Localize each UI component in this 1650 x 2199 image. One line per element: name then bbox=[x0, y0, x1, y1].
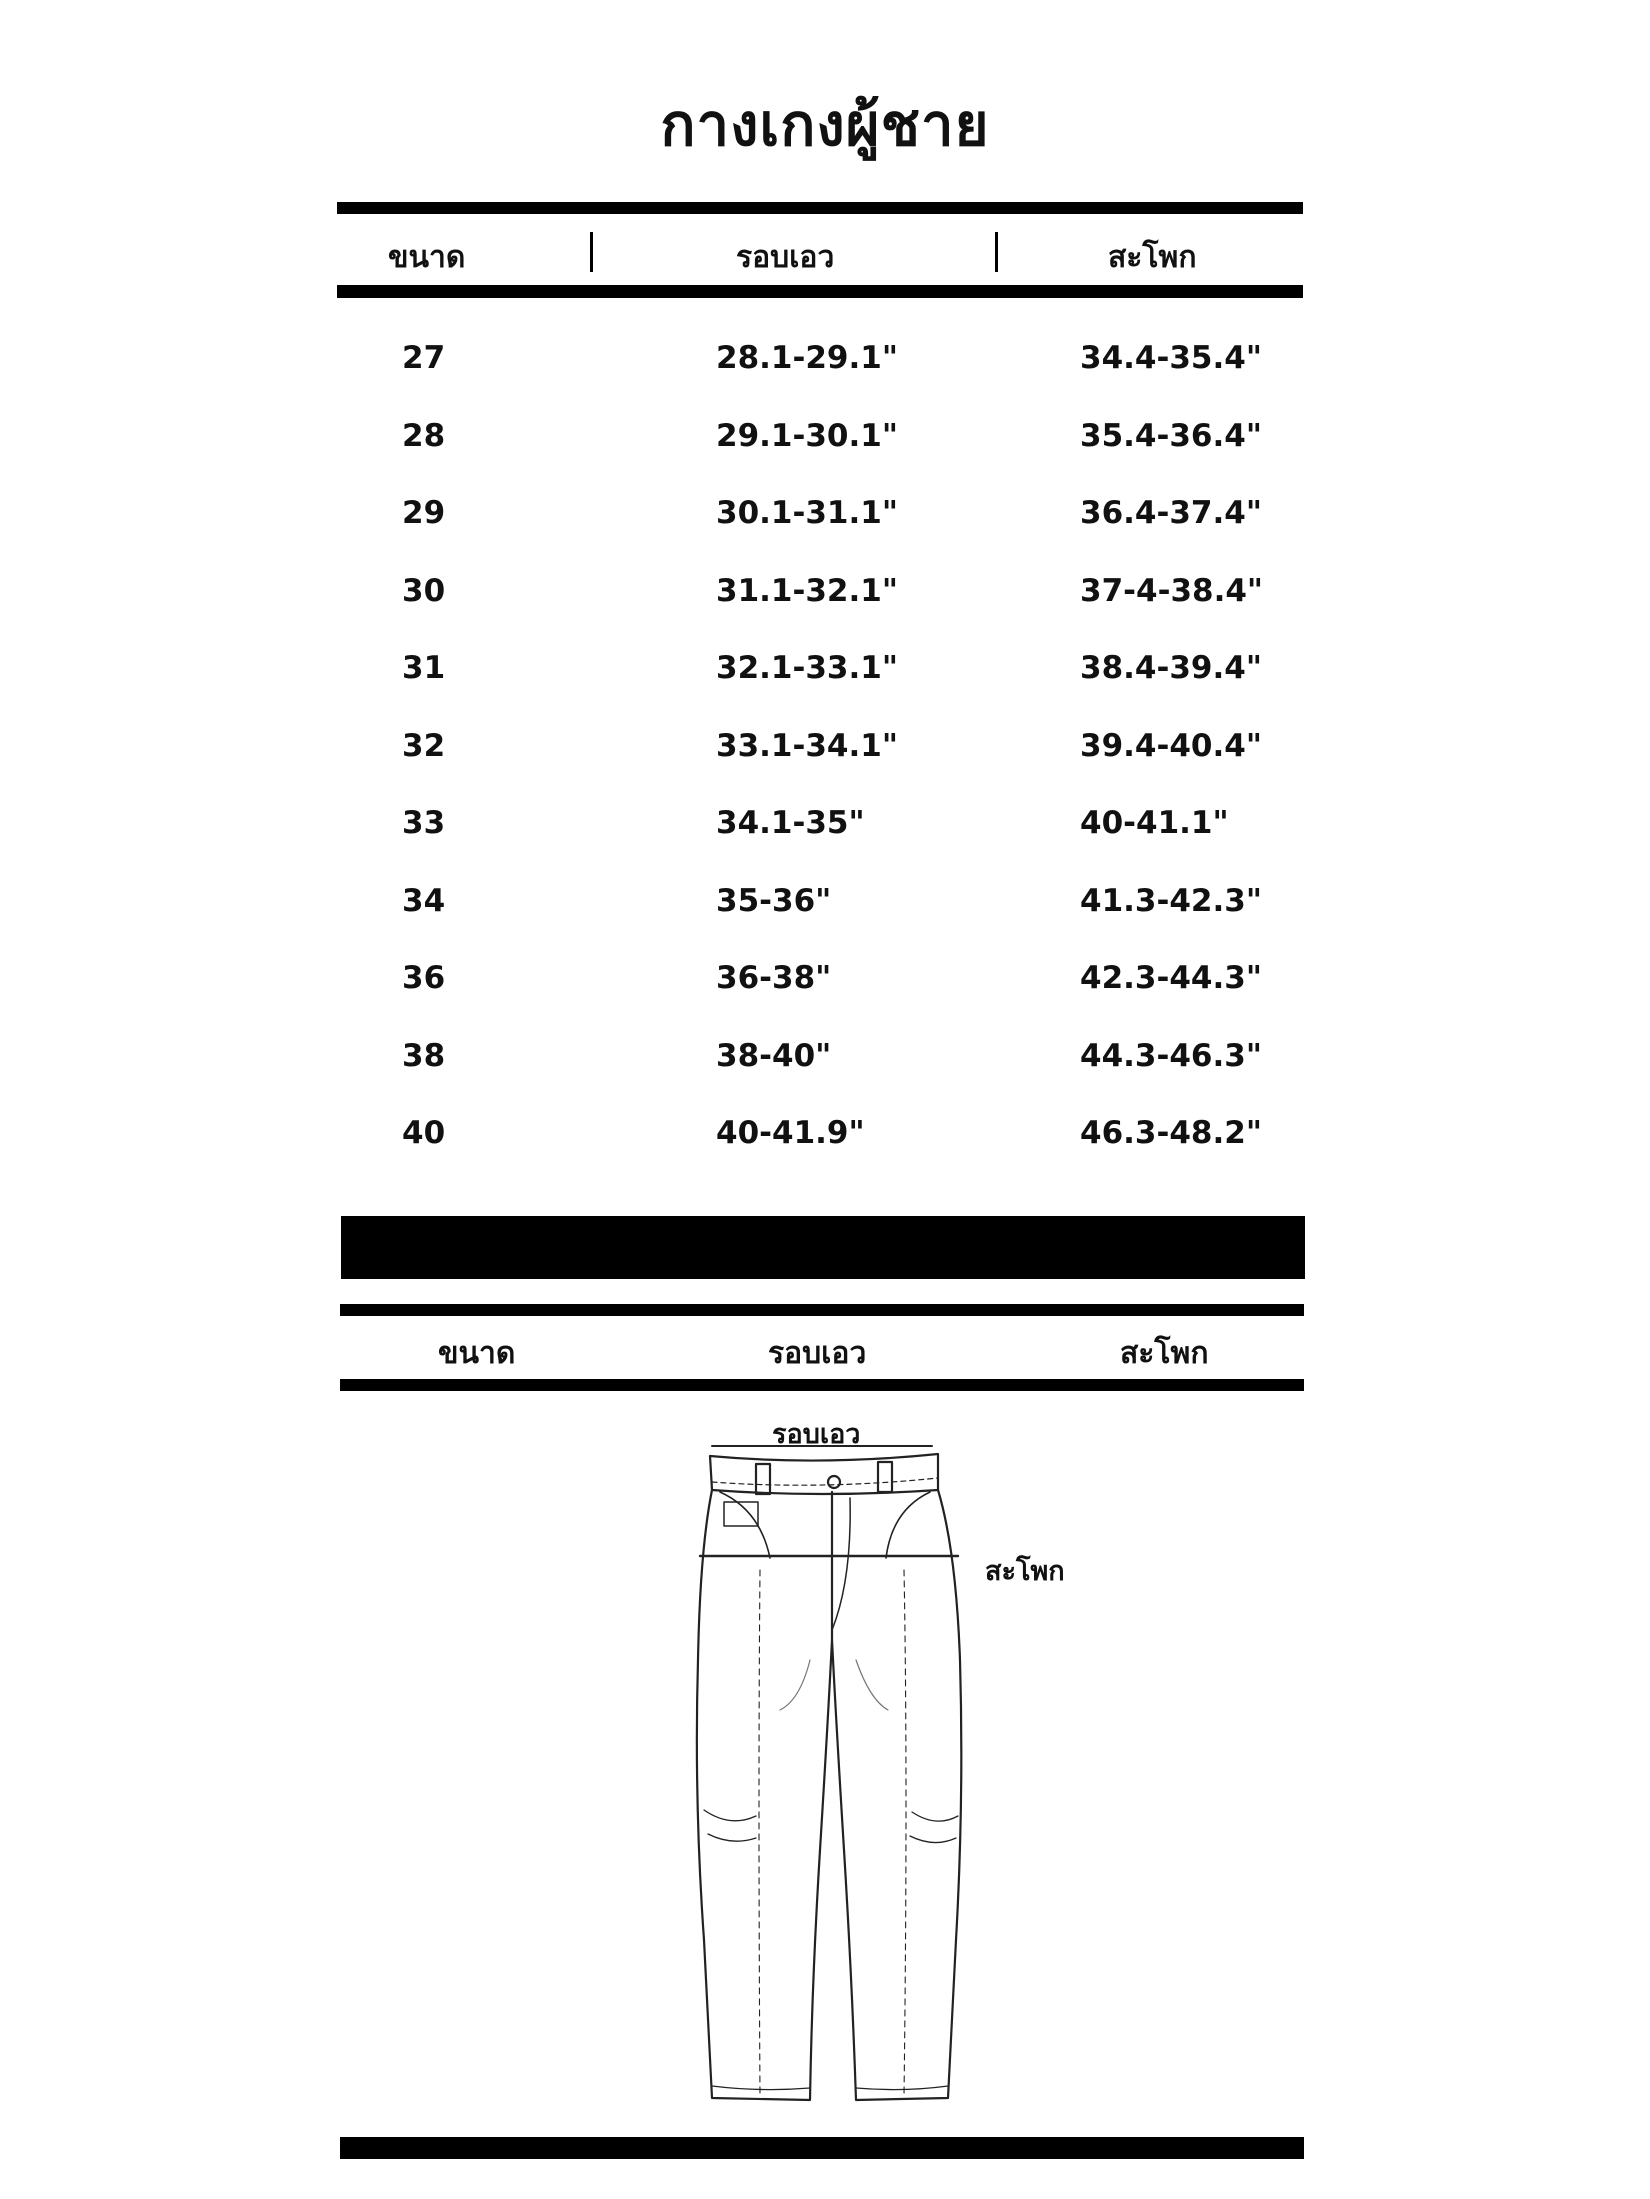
size-cell: 34 bbox=[402, 883, 446, 919]
size-cell: 36 bbox=[402, 960, 446, 996]
header-divider bbox=[590, 232, 593, 272]
waist-label: รอบเอว bbox=[772, 1419, 861, 1450]
header-waist: รอบเอว bbox=[736, 240, 835, 275]
hip-cell: 42.3-44.3" bbox=[1080, 960, 1262, 996]
second-header-top-rule bbox=[340, 1304, 1304, 1316]
size-cell: 40 bbox=[402, 1115, 446, 1151]
size-cell: 32 bbox=[402, 728, 446, 764]
hip-cell: 46.3-48.2" bbox=[1080, 1115, 1262, 1151]
header-hip: สะโพก bbox=[1108, 240, 1197, 275]
section-divider-block bbox=[341, 1216, 1305, 1279]
table-header-rule bbox=[337, 285, 1303, 298]
hip-cell: 44.3-46.3" bbox=[1080, 1038, 1262, 1074]
size-cell: 27 bbox=[402, 340, 446, 376]
waist-cell: 40-41.9" bbox=[716, 1115, 865, 1151]
table-top-rule bbox=[337, 202, 1303, 214]
size-cell: 38 bbox=[402, 1038, 446, 1074]
hip-label: สะโพก bbox=[985, 1556, 1065, 1587]
header-size: ขนาด bbox=[388, 240, 466, 275]
second-header-hip: สะโพก bbox=[1120, 1336, 1209, 1371]
waist-cell: 35-36" bbox=[716, 883, 832, 919]
second-header-waist: รอบเอว bbox=[768, 1336, 867, 1371]
header-divider bbox=[995, 232, 998, 272]
hip-cell: 36.4-37.4" bbox=[1080, 495, 1262, 531]
hip-cell: 41.3-42.3" bbox=[1080, 883, 1262, 919]
page-title: กางเกงผู้ชาย bbox=[660, 91, 990, 159]
waist-cell: 29.1-30.1" bbox=[716, 418, 898, 454]
hip-cell: 34.4-35.4" bbox=[1080, 340, 1262, 376]
bottom-rule bbox=[340, 2137, 1304, 2159]
hip-cell: 35.4-36.4" bbox=[1080, 418, 1262, 454]
second-header-size: ขนาด bbox=[438, 1336, 516, 1371]
waist-cell: 36-38" bbox=[716, 960, 832, 996]
size-cell: 30 bbox=[402, 573, 446, 609]
waist-cell: 33.1-34.1" bbox=[716, 728, 898, 764]
waist-cell: 28.1-29.1" bbox=[716, 340, 898, 376]
size-cell: 33 bbox=[402, 805, 446, 841]
hip-cell: 40-41.1" bbox=[1080, 805, 1229, 841]
size-cell: 29 bbox=[402, 495, 446, 531]
size-cell: 31 bbox=[402, 650, 446, 686]
waist-cell: 38-40" bbox=[716, 1038, 832, 1074]
waist-cell: 31.1-32.1" bbox=[716, 573, 898, 609]
hip-cell: 39.4-40.4" bbox=[1080, 728, 1262, 764]
waist-cell: 32.1-33.1" bbox=[716, 650, 898, 686]
hip-cell: 38.4-39.4" bbox=[1080, 650, 1262, 686]
pants-illustration bbox=[660, 1380, 1080, 2110]
hip-cell: 37-4-38.4" bbox=[1080, 573, 1264, 609]
waist-cell: 34.1-35" bbox=[716, 805, 865, 841]
size-cell: 28 bbox=[402, 418, 446, 454]
waist-cell: 30.1-31.1" bbox=[716, 495, 898, 531]
